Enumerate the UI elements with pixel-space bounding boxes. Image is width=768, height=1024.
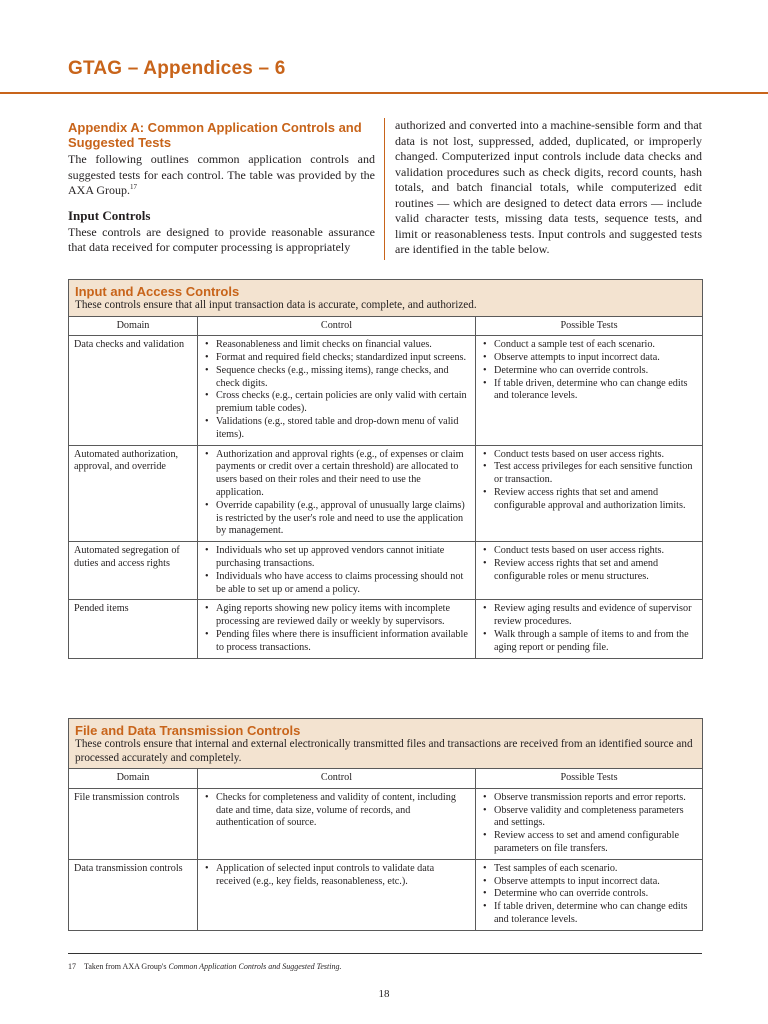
control-item: [203, 390, 470, 416]
intro-paragraph: [68, 152, 375, 199]
table-row: [69, 336, 703, 445]
column-header: Possible Tests: [476, 769, 703, 789]
page-header: [0, 0, 768, 95]
test-list: [481, 863, 697, 927]
control-list: [203, 545, 470, 596]
appendix-heading: Appendix A: Common Application Controls and Suggested Tests: [68, 120, 362, 150]
footnote: [68, 962, 341, 972]
file-data-transmission-controls-table: [68, 718, 703, 931]
table-title: Input and Access Controls: [75, 284, 240, 299]
domain-cell: Data checks and validation: [69, 336, 198, 445]
test-text: Conduct tests based on user access rights.: [494, 448, 665, 460]
bullet-icon: •: [483, 804, 487, 816]
bullet-icon: •: [205, 364, 209, 376]
control-text: Application of selected input controls to validate data received (e.g., key fields, reasonableness, etc.).: [216, 862, 435, 887]
control-text: Format and required field checks; standardized input screens.: [216, 352, 467, 364]
bullet-icon: •: [483, 791, 487, 803]
bullet-icon: •: [483, 461, 487, 473]
bullet-icon: •: [205, 862, 209, 874]
test-text: Determine who can override controls.: [494, 888, 649, 900]
column-header: Domain: [69, 769, 198, 789]
possible-tests-cell: [476, 336, 703, 445]
bullet-icon: •: [205, 629, 209, 641]
page-title: GTAG – Appendices – 6: [68, 58, 286, 79]
control-item: [203, 629, 470, 655]
bullet-icon: •: [205, 416, 209, 428]
test-text: Conduct tests based on user access rights.: [494, 545, 665, 557]
table-title-row: [69, 719, 703, 769]
test-item: [481, 365, 697, 378]
bullet-icon: •: [483, 377, 487, 389]
control-item: [203, 792, 470, 830]
test-list: [481, 449, 697, 513]
control-text: Cross checks (e.g., certain policies are only valid with certain premium table codes).: [216, 390, 467, 415]
test-item: [481, 863, 697, 876]
bullet-icon: •: [483, 603, 487, 615]
control-list: [203, 792, 470, 830]
footnote-source-title: Common Application Controls and Suggested Testing.: [168, 962, 342, 971]
control-text: Aging reports showing new policy items with incomplete processing are reviewed daily or weekly by supervisors.: [216, 603, 450, 628]
bullet-icon: •: [205, 570, 209, 582]
footnote-number: 17: [68, 962, 76, 971]
test-item: [481, 830, 697, 856]
control-text: Validations (e.g., stored table and drop-down menu of valid items).: [216, 416, 459, 440]
control-text: Individuals who set up approved vendors cannot initiate purchasing transactions.: [216, 545, 445, 570]
test-text: Determine who can override controls.: [494, 364, 649, 376]
bullet-icon: •: [205, 448, 209, 460]
possible-tests-cell: [476, 788, 703, 859]
table-row: [69, 600, 703, 658]
table-description: These controls ensure that internal and external electronically transmitted files and transactions are received from an identified source and processed accurately and completely.: [75, 738, 693, 764]
test-item: [481, 449, 697, 462]
domain-cell: Pended items: [69, 600, 198, 658]
input-controls-heading: Input Controls: [68, 207, 151, 223]
possible-tests-cell: [476, 859, 703, 930]
control-item: [203, 603, 470, 629]
footnote-reference: 17: [130, 183, 137, 191]
bullet-icon: •: [483, 888, 487, 900]
domain-cell: Automated segregation of duties and access rights: [69, 542, 198, 600]
input-controls-paragraph-right: authorized and converted into a machine-sensible form and that data is not lost, suppressed, added, duplicated, or improperly changed. Computerized input controls include data checks and validation procedures such as check digits, record counts, hash totals, and batch financial totals, while computerized edit routines — which are designed to detect data errors — include valid character tests, missing data tests, sequence tests, and limit or reasonableness tests. Input controls and suggested tests are identified in the table below.: [395, 118, 702, 256]
bullet-icon: •: [483, 487, 487, 499]
column-header: Possible Tests: [476, 316, 703, 336]
test-text: If table driven, determine who can change edits and tolerance levels.: [494, 901, 688, 925]
bullet-icon: •: [483, 901, 487, 913]
control-text: Reasonableness and limit checks on financial values.: [216, 339, 432, 351]
test-text: Observe validity and completeness parameters and settings.: [494, 804, 684, 829]
control-item: [203, 545, 470, 571]
bullet-icon: •: [205, 545, 209, 557]
test-item: [481, 352, 697, 365]
table-row: [69, 542, 703, 600]
test-item: [481, 792, 697, 805]
bullet-icon: •: [205, 390, 209, 402]
header-divider: [0, 92, 768, 94]
test-item: [481, 461, 697, 487]
control-item: [203, 339, 470, 352]
footnote-text: Taken from AXA Group's: [84, 962, 169, 971]
test-text: Observe transmission reports and error reports.: [494, 791, 686, 803]
test-text: Review access rights that set and amend configurable roles or menu structures.: [494, 558, 659, 582]
column-divider: [384, 118, 385, 260]
test-item: [481, 805, 697, 831]
control-item: [203, 352, 470, 365]
bullet-icon: •: [483, 339, 487, 351]
control-item: [203, 365, 470, 391]
bullet-icon: •: [205, 791, 209, 803]
test-text: Test access privileges for each sensitive function or transaction.: [494, 461, 693, 486]
test-item: [481, 888, 697, 901]
possible-tests-cell: [476, 445, 703, 542]
control-cell: [198, 600, 476, 658]
intro-right-column: [395, 118, 702, 258]
control-text: Sequence checks (e.g., missing items), range checks, and check digits.: [216, 364, 449, 389]
test-text: If table driven, determine who can change edits and tolerance levels.: [494, 377, 688, 402]
bullet-icon: •: [205, 603, 209, 615]
test-text: Review aging results and evidence of supervisor review procedures.: [494, 603, 692, 628]
test-text: Observe attempts to input incorrect data.: [494, 352, 660, 364]
table-title-cell: [69, 280, 703, 317]
table-header-row: [69, 769, 703, 789]
bullet-icon: •: [205, 499, 209, 511]
test-item: [481, 339, 697, 352]
table-description: These controls ensure that all input transaction data is accurate, complete, and authorized.: [75, 299, 477, 311]
footnote-divider: [68, 953, 702, 954]
intro-left-column: [68, 118, 375, 256]
test-item: [481, 629, 697, 655]
bullet-icon: •: [483, 629, 487, 641]
intro-section: [68, 118, 702, 266]
control-item: [203, 449, 470, 500]
control-item: [203, 500, 470, 538]
input-access-controls-table: [68, 279, 703, 659]
intro-paragraph-text: The following outlines common application controls and suggested tests for each control. The table was provided by the AXA Group.: [68, 152, 375, 197]
test-text: Conduct a sample test of each scenario.: [494, 339, 655, 351]
test-item: [481, 487, 697, 513]
table-title-row: [69, 280, 703, 317]
control-list: [203, 449, 470, 539]
page-number: 18: [378, 988, 390, 1000]
control-cell: [198, 445, 476, 542]
control-list: [203, 603, 470, 654]
bullet-icon: •: [483, 352, 487, 364]
test-text: Review access rights that set and amend configurable approval and authorization limits.: [494, 487, 686, 511]
test-text: Test samples of each scenario.: [494, 862, 618, 874]
possible-tests-cell: [476, 600, 703, 658]
control-list: [203, 339, 470, 441]
possible-tests-cell: [476, 542, 703, 600]
table-header-row: [69, 316, 703, 336]
column-header: Control: [198, 316, 476, 336]
bullet-icon: •: [483, 448, 487, 460]
control-cell: [198, 859, 476, 930]
test-item: [481, 558, 697, 584]
control-text: Authorization and approval rights (e.g., of expenses or claim payments or credit over a certain threshold) are allocated to users based on their roles and their need to use the application.: [216, 448, 464, 499]
control-cell: [198, 788, 476, 859]
control-text: Override capability (e.g., approval of unusually large claims) is restricted by the user's role and need to use the application by management.: [216, 499, 465, 537]
control-cell: [198, 542, 476, 600]
test-text: Walk through a sample of items to and from the aging report or pending file.: [494, 629, 689, 653]
column-header: Control: [198, 769, 476, 789]
control-list: [203, 863, 470, 889]
table-title-cell: [69, 719, 703, 769]
test-list: [481, 792, 697, 856]
control-item: [203, 416, 470, 442]
test-list: [481, 603, 697, 654]
table-row: [69, 859, 703, 930]
test-item: [481, 378, 697, 404]
table-title: File and Data Transmission Controls: [75, 723, 301, 738]
table-row: [69, 788, 703, 859]
input-controls-paragraph-left: These controls are designed to provide reasonable assurance that data received for computer processing is appropriately: [68, 224, 375, 254]
bullet-icon: •: [205, 352, 209, 364]
test-item: [481, 876, 697, 889]
domain-cell: Data transmission controls: [69, 859, 198, 930]
bullet-icon: •: [205, 339, 209, 351]
bullet-icon: •: [483, 830, 487, 842]
table-row: [69, 445, 703, 542]
test-text: Review access to set and amend configurable parameters on file transfers.: [494, 830, 680, 854]
control-text: Checks for completeness and validity of content, including date and time, data size, volume of records, and authentication of source.: [216, 791, 456, 829]
control-text: Pending files where there is insufficient information available to process transactions.: [216, 629, 468, 653]
domain-cell: Automated authorization, approval, and override: [69, 445, 198, 542]
bullet-icon: •: [483, 558, 487, 570]
bullet-icon: •: [483, 545, 487, 557]
bullet-icon: •: [483, 364, 487, 376]
test-list: [481, 545, 697, 583]
test-item: [481, 545, 697, 558]
test-text: Observe attempts to input incorrect data.: [494, 875, 660, 887]
control-item: [203, 863, 470, 889]
test-item: [481, 901, 697, 927]
control-text: Individuals who have access to claims processing should not be able to set up or amend a policy.: [216, 570, 464, 595]
domain-cell: File transmission controls: [69, 788, 198, 859]
bullet-icon: •: [483, 862, 487, 874]
test-list: [481, 339, 697, 403]
control-item: [203, 571, 470, 597]
control-cell: [198, 336, 476, 445]
column-header: Domain: [69, 316, 198, 336]
test-item: [481, 603, 697, 629]
bullet-icon: •: [483, 875, 487, 887]
